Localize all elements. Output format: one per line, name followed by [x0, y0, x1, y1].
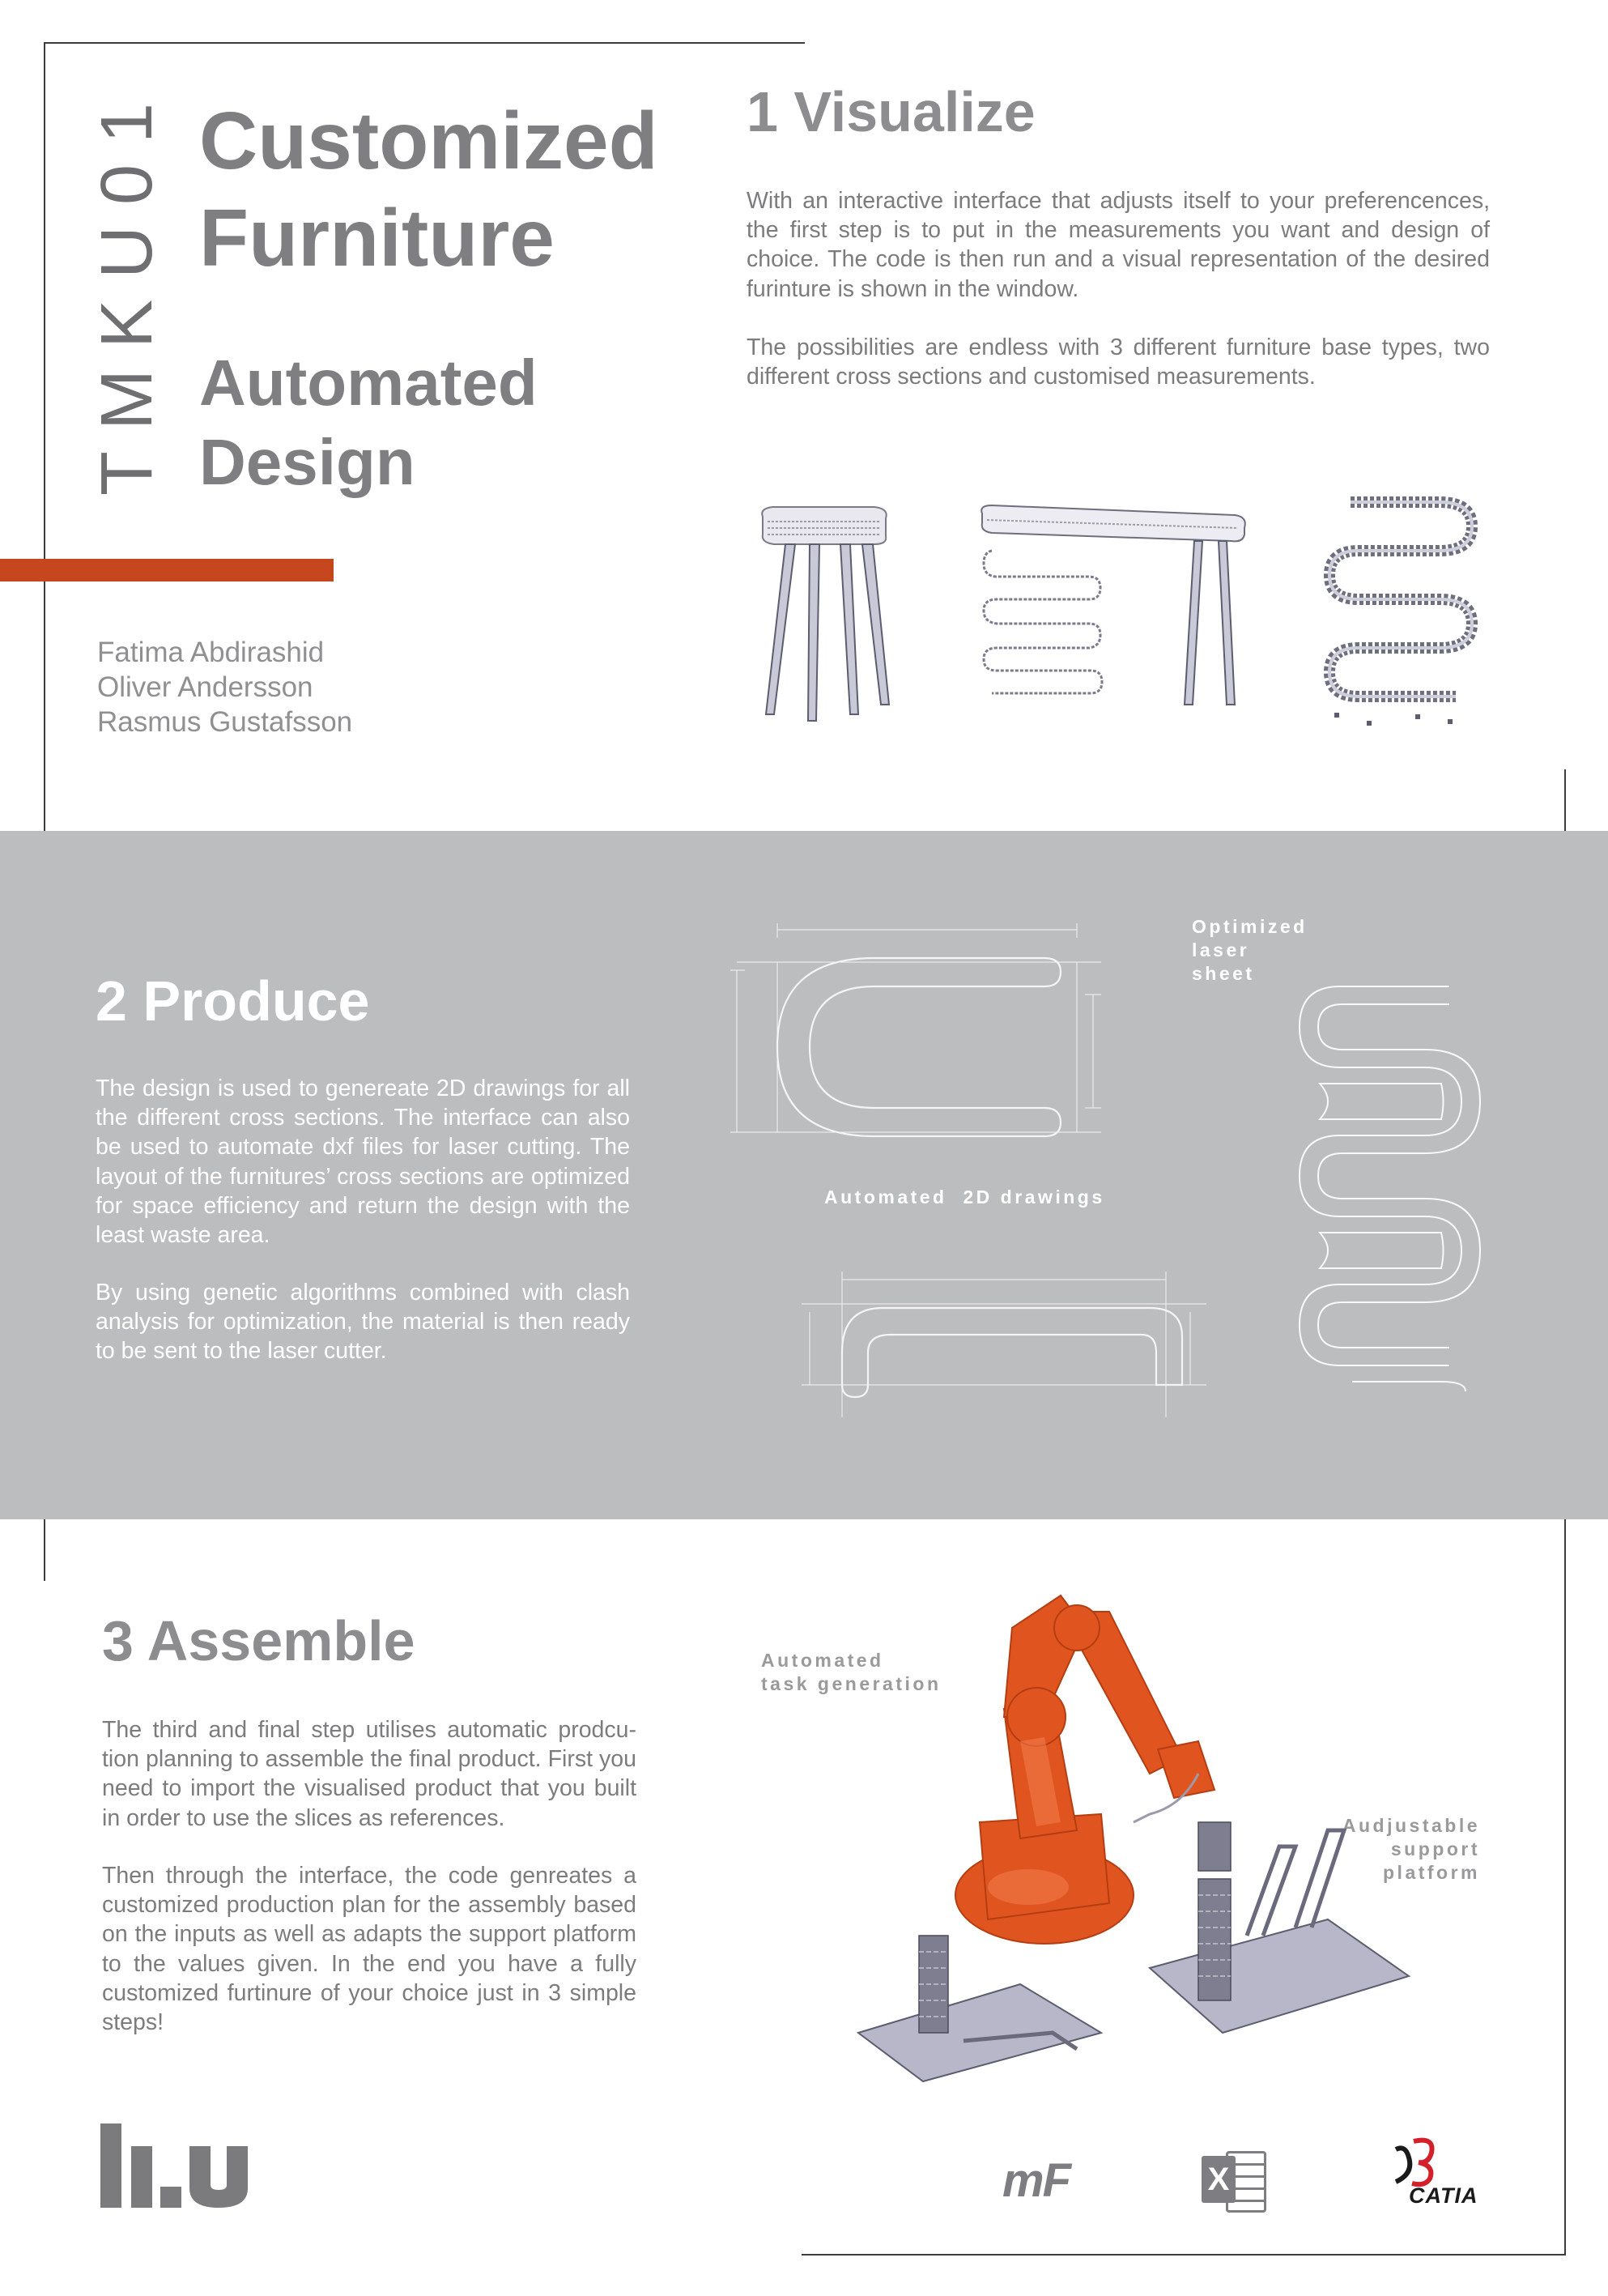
frame-bottom-line: [802, 2254, 1566, 2256]
visualize-paragraph-2: The possibilities are endless with 3 different furniture base types, two different cross sections and customised measurements.: [747, 334, 1490, 390]
laser-sheet-caption-line: Optimized: [1192, 916, 1308, 937]
author-name: Fatima Abdirashid: [97, 637, 325, 668]
task-generation-caption-line: task generation: [761, 1673, 942, 1694]
title-line-2: Furniture: [199, 193, 555, 283]
title-line-1: Customized: [199, 96, 658, 186]
author-name: Rasmus Gustafsson: [97, 706, 353, 738]
assemble-heading: 3 Assemble: [102, 1609, 415, 1672]
catia-wordmark: CATIA: [1409, 2183, 1478, 2208]
drawings-caption: Automated 2D drawings: [824, 1186, 1105, 1208]
frame-top-line: [44, 42, 805, 44]
mf-logo: mF: [1002, 2154, 1070, 2207]
university-logo: [100, 2123, 254, 2208]
shelf-rendering: [1318, 486, 1480, 737]
visualize-paragraph-1: With an interactive interface that adjusts itself to your preferencences, the first step is to put in the measurements you want and design of choice. The code is then run and a visual representation of the desired furinture is shown in the window.: [747, 188, 1490, 302]
u-section-drawing: [721, 914, 1117, 1148]
author-name: Oliver Andersson: [97, 671, 313, 703]
laser-sheet-drawing: [1295, 980, 1490, 1401]
support-platform-caption-line: platform: [1383, 1862, 1480, 1883]
support-platform-caption-line: Audjustable: [1342, 1815, 1480, 1836]
excel-logo: [1202, 2148, 1265, 2211]
assemble-paragraph-2: Then through the interface, the code genreates a customized production plan for the assembly based on the inputs as well as adapts the support platform to the values given. In the end you have a fully customized furtinure of your choice just in 3 simple steps!: [102, 1863, 636, 2036]
produce-paragraph-1: The design is used to genereate 2D drawings for all the different cross sections. The interface can also be used to automate dxf files for laser cutting. The layout of the furnitures’ cross sections are optimized for space efficiency and return the design with the least waste area.: [96, 1076, 630, 1249]
excel-x-badge: X: [1202, 2156, 1236, 2203]
catia-logo: [1388, 2133, 1485, 2214]
author-list: [97, 635, 352, 739]
laser-sheet-caption-line: laser: [1192, 939, 1250, 961]
produce-heading: 2 Produce: [96, 969, 370, 1033]
catia-ds-mark: [1389, 2133, 1446, 2190]
laser-sheet-caption-line: sheet: [1192, 963, 1255, 984]
desk-rendering: [976, 502, 1251, 721]
produce-paragraph-2: By using genetic algorithms combined with clash analysis for optimization, the material is then ready to be sent to the laser cutter.: [96, 1280, 630, 1365]
subtitle-line-1: Automated: [199, 347, 538, 419]
task-generation-caption-line: Automated: [761, 1650, 884, 1671]
support-platform-caption-line: support: [1390, 1838, 1480, 1859]
course-code: TMKU01: [87, 81, 168, 496]
visualize-heading: 1 Visualize: [747, 80, 1036, 143]
assemble-paragraph-1: The third and final step utilises automatic prodcu-tion planning to assemble the final product. First you need to import the visualised product that you built in order to use the slices as references.: [102, 1717, 636, 1831]
robot-assembly-illustration: [842, 1579, 1425, 2098]
accent-bar: [0, 559, 334, 581]
stool-rendering: [753, 502, 899, 729]
arc-section-drawing: [793, 1263, 1223, 1425]
laser-sheet-caption: [1192, 915, 1308, 986]
subtitle-line-2: Design: [199, 426, 415, 498]
